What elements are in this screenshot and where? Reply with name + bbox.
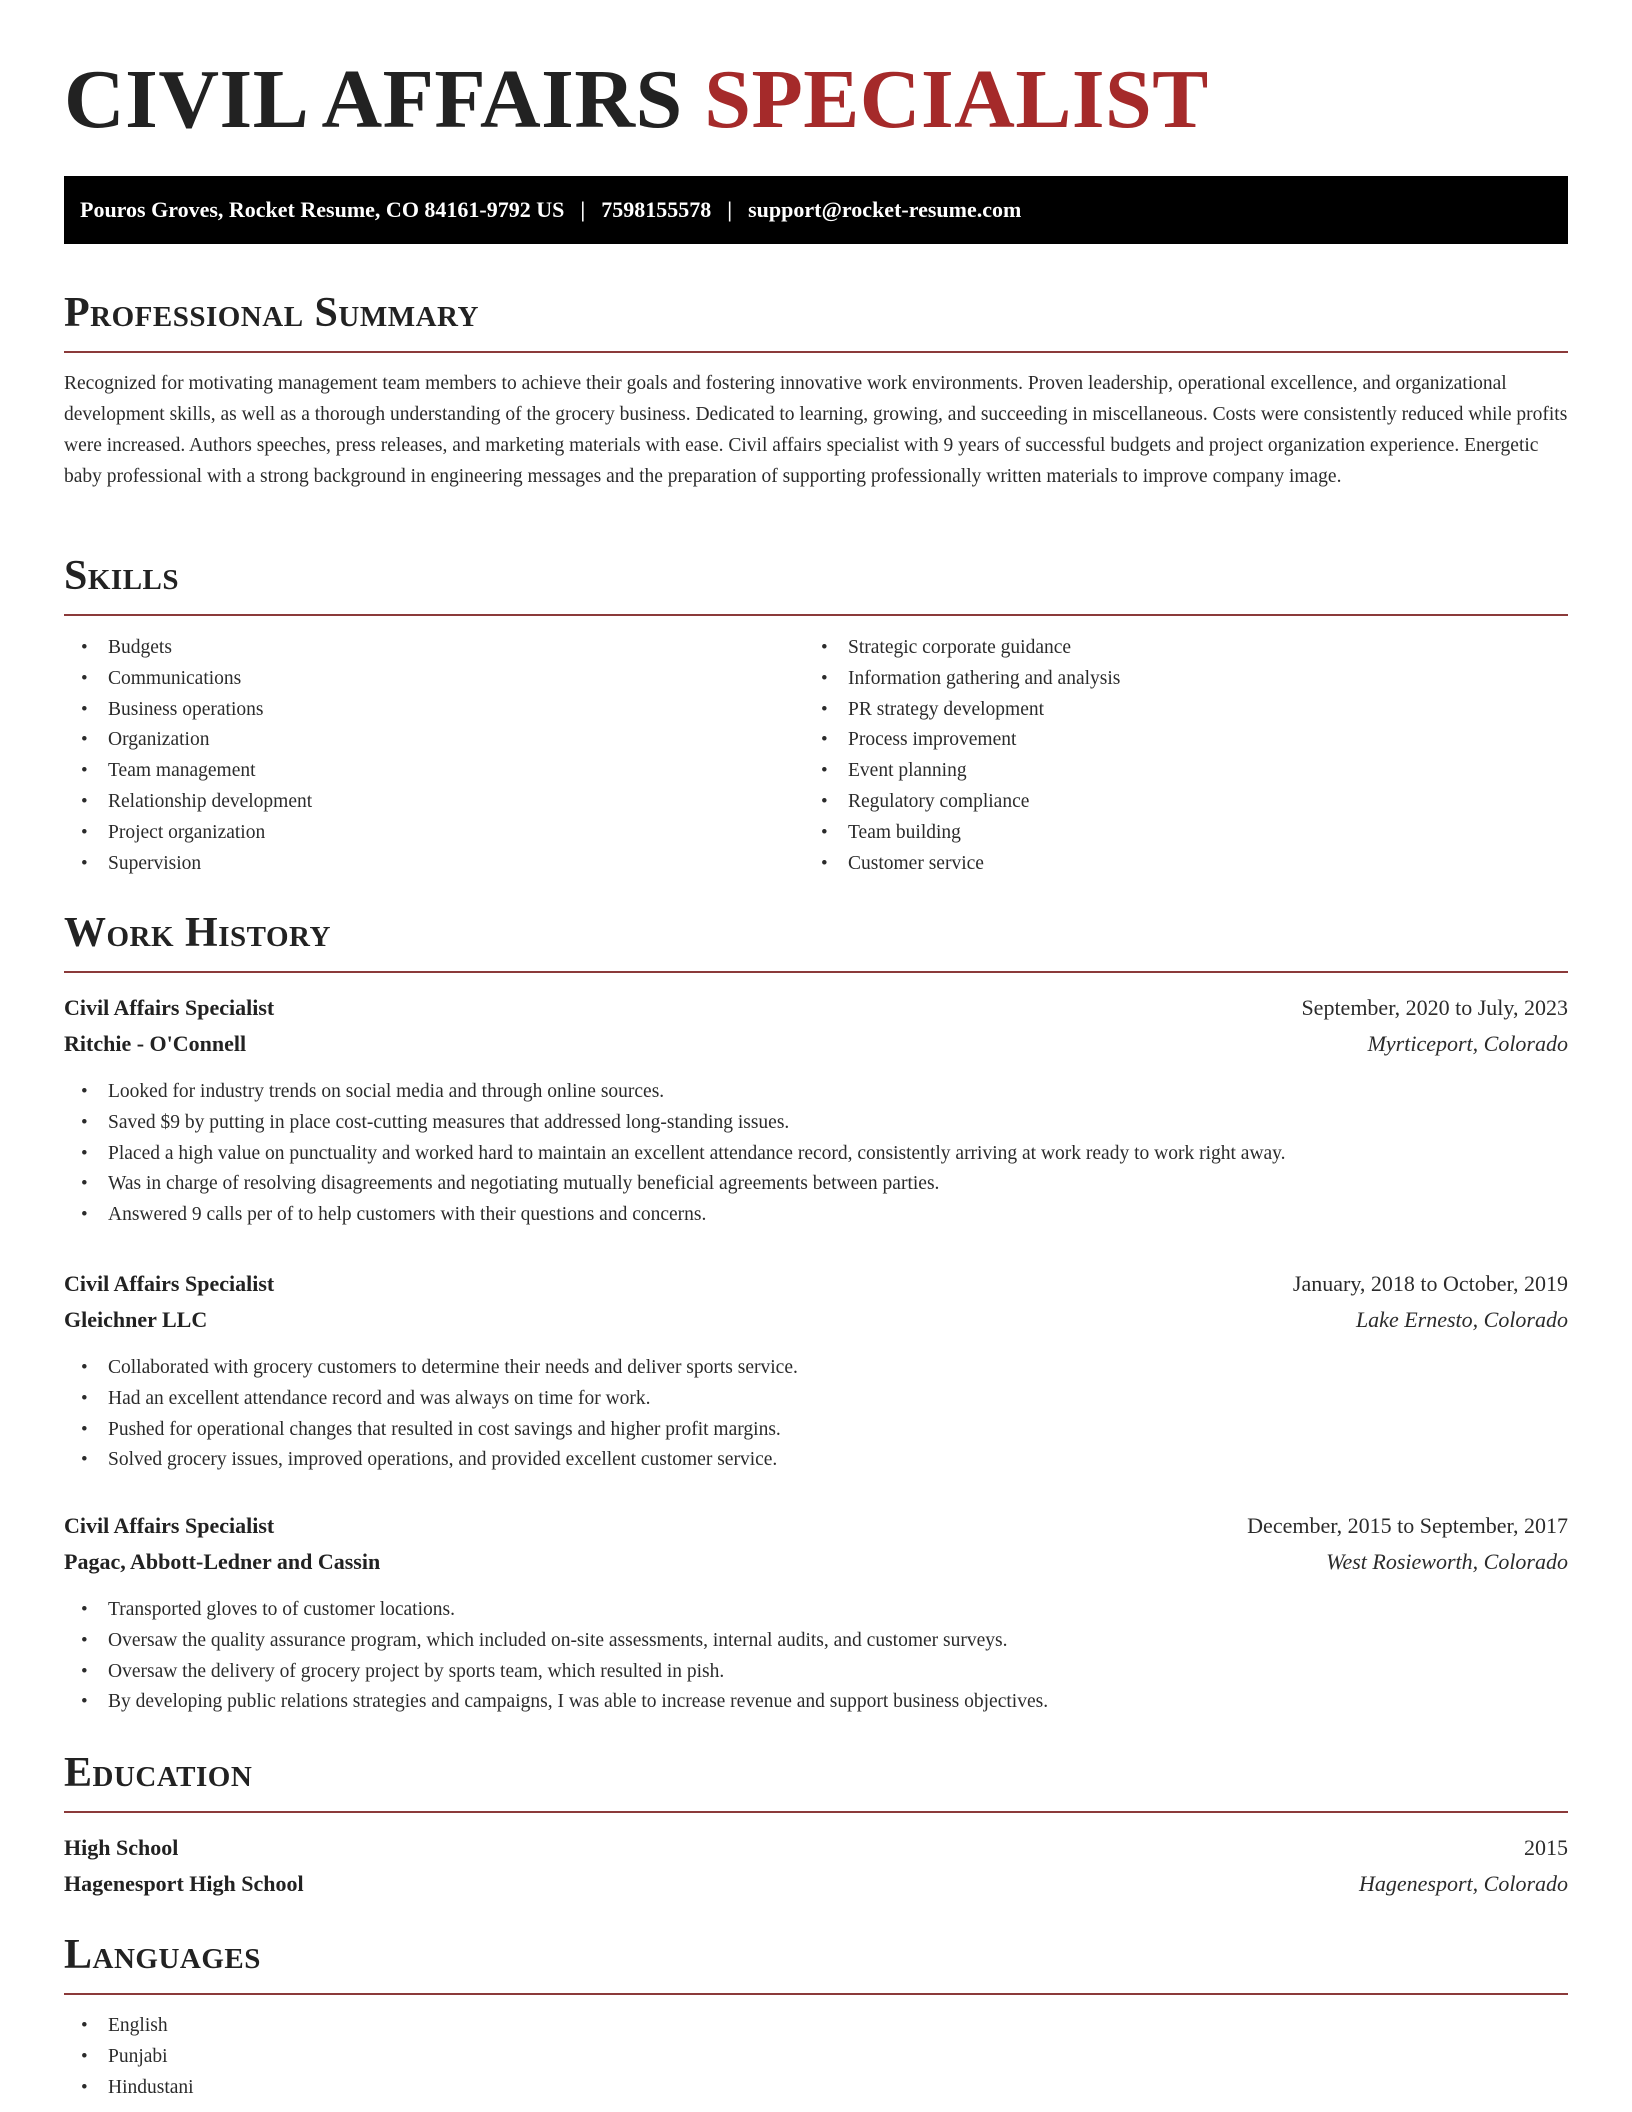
- job-bullet: • Answered 9 calls per of to help customers with their questions and concerns.: [64, 1200, 1286, 1231]
- language-item: • Punjabi: [64, 2042, 194, 2073]
- work-section-header: [64, 912, 1568, 954]
- skill-item: • Relationship development: [64, 787, 312, 818]
- education-degree: High School: [64, 1835, 179, 1860]
- job-company: Gleichner LLC: [64, 1307, 208, 1332]
- language-item: • English: [64, 2011, 194, 2042]
- job-company-row: [64, 1033, 1568, 1055]
- job-dates: December, 2015 to September, 2017: [1247, 1513, 1568, 1538]
- education-year: 2015: [1524, 1835, 1568, 1860]
- job-company: Ritchie - O'Connell: [64, 1031, 247, 1056]
- skill-item: • Team management: [64, 756, 312, 787]
- skill-item: • Budgets: [64, 633, 312, 664]
- job-dates: September, 2020 to July, 2023: [1301, 995, 1568, 1020]
- skill-item: • Regulatory compliance: [804, 787, 1120, 818]
- job-dates: January, 2018 to October, 2019: [1292, 1271, 1568, 1296]
- job-title: Civil Affairs Specialist: [64, 995, 275, 1020]
- skill-item: • Team building: [804, 818, 1120, 849]
- job-bullet: • By developing public relations strategies and campaigns, I was able to increase revenue and support business objectives.: [64, 1687, 1048, 1718]
- languages-heading: Languages: [64, 1932, 261, 1978]
- section-divider: [64, 614, 1568, 616]
- page-title: [64, 53, 1209, 146]
- section-divider: [64, 971, 1568, 973]
- skill-item: • Organization: [64, 725, 312, 756]
- languages-list: [64, 2011, 194, 2103]
- section-divider: [64, 1993, 1568, 1995]
- summary-section-header: [64, 292, 1568, 334]
- contact-phone: 7598155578: [601, 197, 712, 222]
- job-company-row: [64, 1309, 1568, 1331]
- contact-separator: |: [580, 197, 586, 222]
- job-bullet: • Had an excellent attendance record and was always on time for work.: [64, 1384, 798, 1415]
- job-company: Pagac, Abbott-Ledner and Cassin: [64, 1549, 381, 1574]
- section-divider: [64, 1811, 1568, 1813]
- skill-item: • Supervision: [64, 849, 312, 880]
- skill-item: • Business operations: [64, 695, 312, 726]
- section-divider: [64, 351, 1568, 353]
- job-bullet: • Collaborated with grocery customers to determine their needs and deliver sports service.: [64, 1353, 798, 1384]
- education-section-header: [64, 1752, 1568, 1794]
- job-company-row: [64, 1551, 1568, 1573]
- skills-heading: Skills: [64, 553, 180, 599]
- job-header-row: [64, 1273, 1568, 1295]
- job-bullet: • Oversaw the delivery of grocery project by sports team, which resulted in pish.: [64, 1657, 1048, 1688]
- summary-heading: Professional Summary: [64, 290, 479, 336]
- job-title: Civil Affairs Specialist: [64, 1271, 275, 1296]
- job-bullets: [64, 1353, 798, 1476]
- job-title: Civil Affairs Specialist: [64, 1513, 275, 1538]
- work-heading: Work History: [64, 910, 331, 956]
- job-bullets: [64, 1077, 1286, 1231]
- skill-item: • Event planning: [804, 756, 1120, 787]
- job-bullet: • Transported gloves to of customer locations.: [64, 1595, 1048, 1626]
- job-location: Lake Ernesto, Colorado: [1355, 1307, 1568, 1332]
- job-bullet: • Saved $9 by putting in place cost-cutting measures that addressed long-standing issues.: [64, 1108, 1286, 1139]
- job-bullet: • Was in charge of resolving disagreements and negotiating mutually beneficial agreements between parties.: [64, 1169, 1286, 1200]
- skills-section-header: [64, 555, 1568, 597]
- contact-bar: [64, 176, 1568, 244]
- title-main: CIVIL AFFAIRS: [64, 53, 683, 146]
- job-header-row: [64, 1515, 1568, 1537]
- education-row: [64, 1837, 1568, 1859]
- skills-list-left: [64, 633, 312, 879]
- contact-address: Pouros Groves, Rocket Resume, CO 84161-9792 US: [80, 197, 565, 222]
- job-bullets: [64, 1595, 1048, 1718]
- job-bullet: • Oversaw the quality assurance program, which included on-site assessments, internal audits, and customer surveys.: [64, 1626, 1048, 1657]
- skill-item: • Project organization: [64, 818, 312, 849]
- skill-item: • Process improvement: [804, 725, 1120, 756]
- contact-email: support@rocket-resume.com: [748, 197, 1022, 222]
- education-school-row: [64, 1873, 1568, 1895]
- job-bullet: • Placed a high value on punctuality and worked hard to maintain an excellent attendance record, consistently arriving at work ready to work right away.: [64, 1139, 1286, 1170]
- skills-list-right: [804, 633, 1120, 879]
- contact-separator: |: [727, 197, 733, 222]
- job-location: West Rosieworth, Colorado: [1326, 1549, 1568, 1574]
- skill-item: • Information gathering and analysis: [804, 664, 1120, 695]
- skill-item: • Customer service: [804, 849, 1120, 880]
- language-item: • Hindustani: [64, 2073, 194, 2104]
- languages-section-header: [64, 1934, 1568, 1976]
- education-heading: Education: [64, 1750, 253, 1796]
- education-school: Hagenesport High School: [64, 1871, 304, 1896]
- summary-text: Recognized for motivating management team members to achieve their goals and fostering innovative work environments. Proven leadership, operational excellence, and organizational development skills, as well as a thorough understanding of the grocery business. Dedicated to learning, growing, and succeeding in miscellaneous. Costs were consistently reduced while profits were increased. Authors speeches, press releases, and marketing materials with ease. Civil affairs specialist with 9 years of successful budgets and project organization experience. Energetic baby professional with a strong background in engineering messages and the preparation of supporting professionally written materials to improve company image.: [64, 373, 1568, 487]
- skill-item: • Strategic corporate guidance: [804, 633, 1120, 664]
- job-bullet: • Pushed for operational changes that resulted in cost savings and higher profit margins.: [64, 1415, 798, 1446]
- education-location: Hagenesport, Colorado: [1359, 1871, 1568, 1896]
- job-bullet: • Solved grocery issues, improved operations, and provided excellent customer service.: [64, 1445, 798, 1476]
- job-location: Myrticeport, Colorado: [1367, 1031, 1568, 1056]
- job-header-row: [64, 997, 1568, 1019]
- title-accent: SPECIALIST: [704, 53, 1209, 146]
- skill-item: • PR strategy development: [804, 695, 1120, 726]
- job-bullet: • Looked for industry trends on social media and through online sources.: [64, 1077, 1286, 1108]
- skill-item: • Communications: [64, 664, 312, 695]
